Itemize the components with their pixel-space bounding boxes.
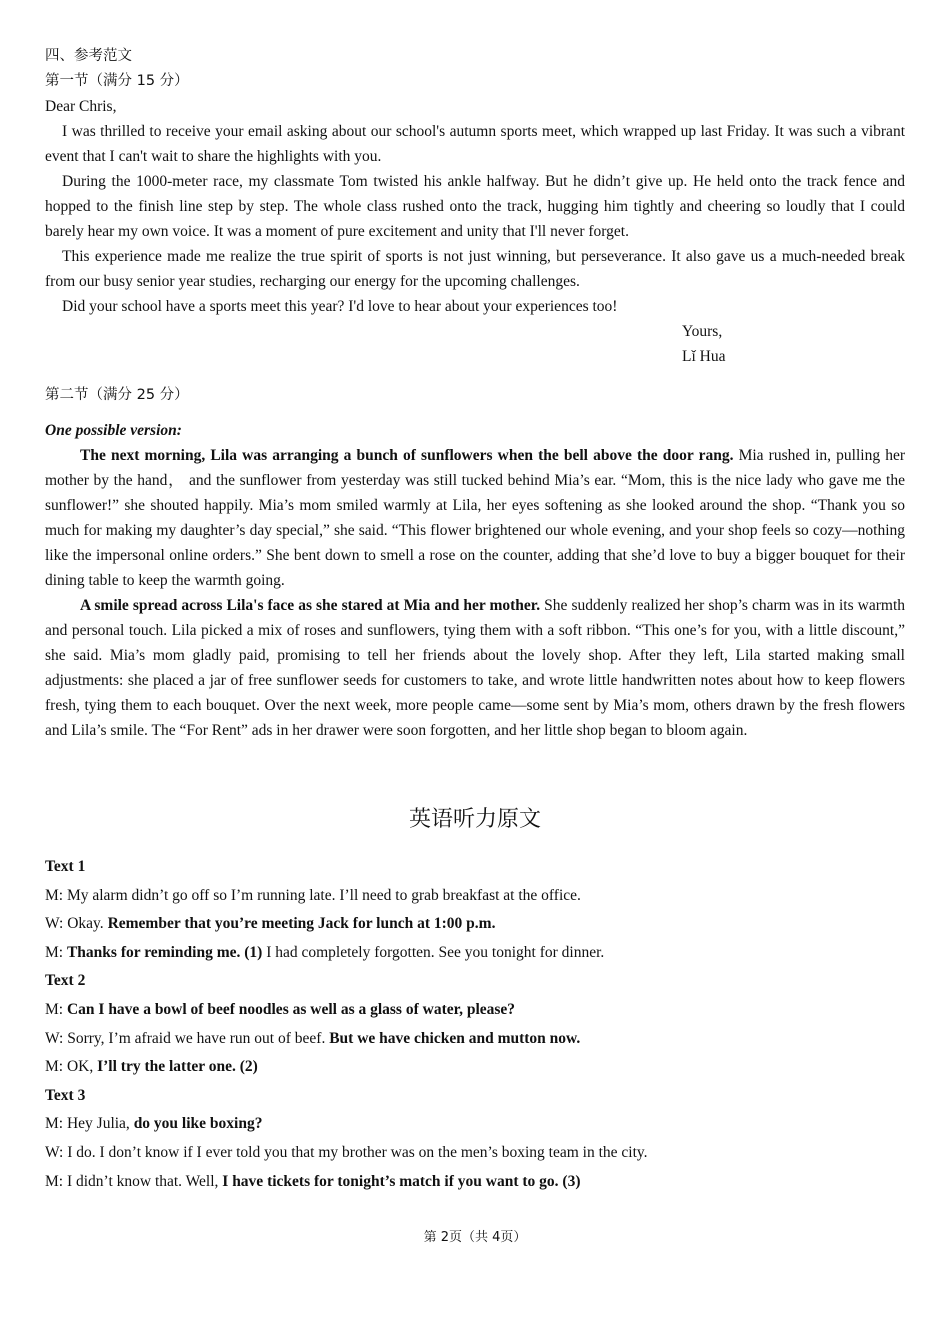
listening-transcript (45, 853, 905, 1196)
section1-title: 第一节（满分 15 分） (45, 73, 189, 89)
letter-paragraph: I was thrilled to receive your email asking about our school's autumn sports meet, which wrapped up last Friday. It was such a vibrant event that I can't wait to share the highlights with you. (45, 123, 905, 165)
dialogue-line: M: My alarm didn’t go off so I’m running late. I’ll need to grab breakfast at the office. (45, 886, 581, 904)
story-opening-sentence: The next morning, Lila was arranging a bunch of sunflowers when the bell above the door rang. (80, 447, 734, 464)
text-label: Text 2 (45, 972, 86, 990)
version-label: One possible version: (45, 422, 182, 439)
story-text: Mia rushed in, pulling her mother by the hand， and the sunflower from yesterday was still tucked behind Mia’s ear. “Mom, this is the nice lady who gave me the sunflower!” she shouted happily. Mia’s mom smiled warmly at Lila, her eyes softening as she looked around the shop. “Thank you so much for making my daughter’s day special,” she said. “This flower brightened our whole evening, and your shop feels so cozy—nothing like the impersonal online orders.” She bent down to smell a rose on the counter, adding that she’d love to buy a bigger bouquet for their dining table to keep the warmth going. (45, 447, 906, 589)
dialogue-line: M: I didn’t know that. Well, I have tickets for tonight’s match if you want to go. (3) (45, 1172, 581, 1190)
story-paragraph (45, 593, 905, 743)
model-letter (45, 94, 905, 369)
page-number: 第 2页（共 4页） (423, 1230, 527, 1245)
story-text: She suddenly realized her shop’s charm was in its warmth and personal touch. Lila picked a mix of roses and sunflowers, tying them with a soft ribbon. “This one’s for you, with a little discount,” she said. Mia’s mom gladly paid, promising to tell her friends about the lovely shop. After they left, Lila started making small adjustments: she placed a jar of free sunflower seeds for customers to take, and wrote little handwritten notes about how to keep flowers fresh, tying them to each bouquet. Over the next week, more people came—some sent by Mia’s mom, others drawn by the fresh flowers and Lila’s smile. The “For Rent” ads in her drawer were soon forgotten, and her little shop began to bloom again. (45, 597, 906, 739)
letter-signature: Lǐ Hua (682, 348, 726, 365)
letter-closing: Yours, (682, 323, 723, 340)
dialogue-line: W: I do. I don’t know if I ever told you that my brother was on the men’s boxing team in the city. (45, 1143, 648, 1161)
dialogue-line: M: Hey Julia, do you like boxing? (45, 1115, 263, 1133)
document-page (45, 44, 905, 1196)
continuation-story (45, 443, 905, 743)
section-title: 四、参考范文 (45, 48, 132, 64)
section2-title: 第二节（满分 25 分） (45, 387, 189, 403)
letter-paragraph: Did your school have a sports meet this year? I'd love to hear about your experiences too! (62, 298, 618, 315)
story-opening-sentence: A smile spread across Lila's face as she stared at Mia and her mother. (80, 597, 541, 614)
dialogue-line: W: Okay. Remember that you’re meeting Jack for lunch at 1:00 p.m. (45, 915, 496, 933)
dialogue-line: M: Can I have a bowl of beef noodles as well as a glass of water, please? (45, 1000, 516, 1018)
listening-title: 英语听力原文 (408, 807, 541, 832)
letter-paragraph: This experience made me realize the true spirit of sports is not just winning, but perseverance. It also gave us a much-needed break from our busy senior year studies, recharging our energy for the upcoming challenges. (45, 248, 905, 290)
story-paragraph (45, 443, 905, 593)
dialogue-line: M: OK, I’ll try the latter one. (2) (45, 1058, 258, 1076)
letter-greeting: Dear Chris, (45, 98, 117, 115)
text-label: Text 1 (45, 858, 86, 875)
dialogue-line: W: Sorry, I’m afraid we have run out of beef. But we have chicken and mutton now. (45, 1029, 581, 1047)
dialogue-line: M: Thanks for reminding me. (1) I had completely forgotten. See you tonight for dinner. (45, 943, 605, 961)
letter-paragraph: During the 1000-meter race, my classmate Tom twisted his ankle halfway. But he didn’t give up. He held onto the track fence and hopped to the finish line step by step. The whole class rushed onto the track, hugging him tightly and cheering so loudly that I could barely hear my own voice. It was a moment of pure excitement and unity that I'll never forget. (45, 173, 905, 240)
text-label: Text 3 (45, 1086, 86, 1104)
